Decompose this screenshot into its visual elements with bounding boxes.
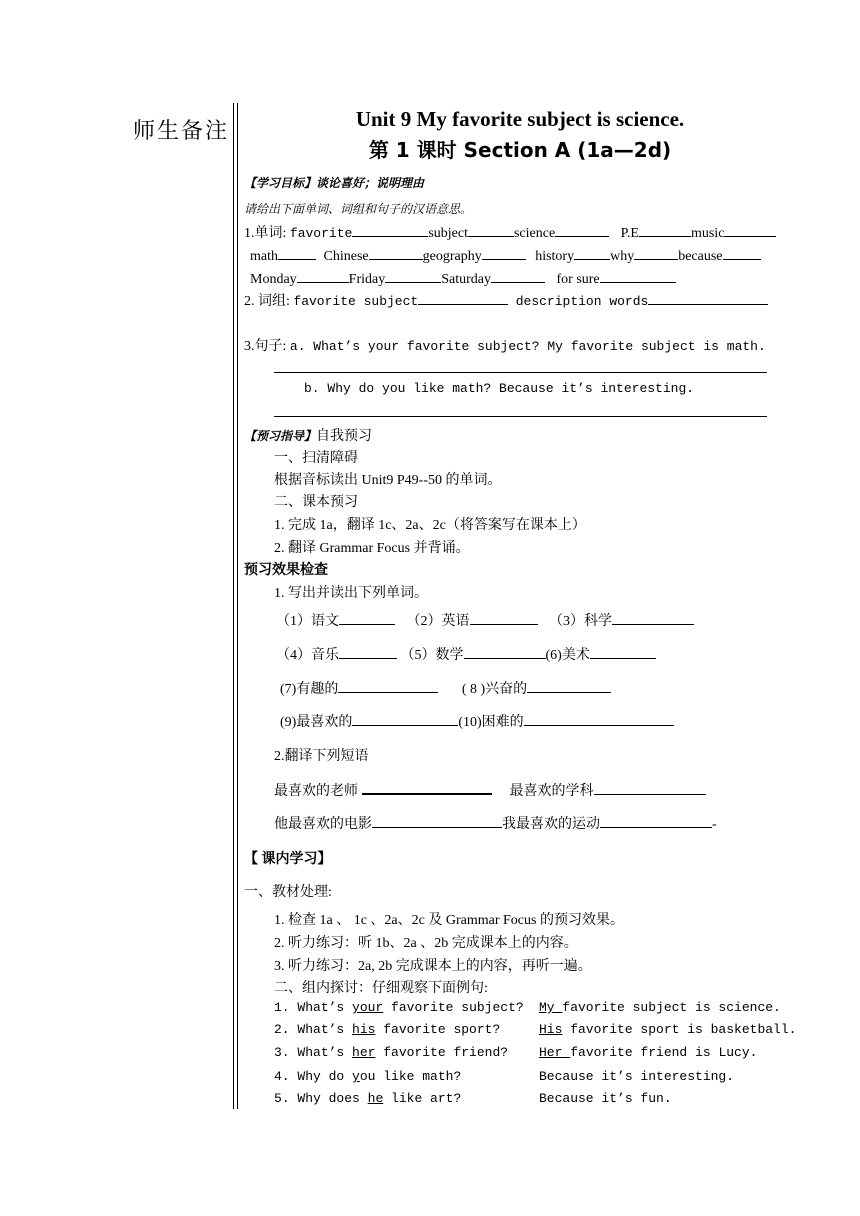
answer-blank[interactable] — [634, 245, 678, 260]
word-why: why — [610, 249, 635, 264]
answer-blank[interactable] — [724, 222, 776, 237]
class-section-2: 二、组内探讨：仔细观察下面例句: — [274, 981, 488, 996]
word-pe: P.E — [620, 226, 639, 241]
answer-blank[interactable] — [648, 290, 768, 305]
word-chinese: Chinese — [323, 249, 369, 264]
answer-blank[interactable] — [418, 290, 508, 305]
answer-blank[interactable] — [385, 268, 441, 283]
check-item: (6)美术 — [545, 648, 590, 663]
check-item: (10)困难的 — [458, 715, 524, 730]
example-a-4: Because it’s interesting. — [539, 1069, 735, 1084]
check-item: ( 8 )兴奋的 — [461, 682, 528, 697]
objectives-label: 【学习目标】 — [244, 176, 317, 190]
class-section-1: 一、教材处理: — [244, 885, 332, 900]
answer-blank[interactable] — [524, 711, 674, 726]
phrase-end-dash: - — [712, 817, 717, 832]
check-item: （3）科学 — [549, 614, 612, 629]
class-study-heading: 【 课内学习】 — [244, 852, 332, 867]
word-favorite: favorite — [289, 226, 353, 241]
check-row-3 — [280, 678, 611, 698]
phrase-description-words: description words — [515, 294, 649, 309]
preview-item-1: 1. 完成 1a，翻译 1c、2a、2c（将答案写在课本上） — [274, 518, 586, 533]
word-because: because — [678, 249, 723, 264]
check-row-2 — [276, 644, 656, 664]
check-item: （2）英语 — [406, 614, 470, 629]
side-note-label: 师生备注 — [133, 118, 230, 143]
answer-blank[interactable] — [468, 222, 514, 237]
sentences-label: 3.句子: — [244, 339, 287, 354]
answer-blank[interactable] — [600, 268, 676, 283]
check-row-4 — [280, 711, 674, 731]
answer-blank[interactable] — [527, 678, 611, 693]
preview-section-1-text: 根据音标读出 Unit9 P49--50 的单词。 — [274, 473, 502, 488]
words-row-3 — [250, 268, 676, 288]
phrase-item: 最喜欢的学科 — [509, 784, 594, 799]
phrases-row — [244, 290, 768, 310]
answer-blank[interactable] — [278, 245, 316, 260]
answer-blank[interactable] — [352, 711, 458, 726]
answer-blank[interactable] — [362, 779, 492, 795]
sentence-b: b. Why do you like math? Because it’s interesting. — [304, 381, 695, 396]
lesson-title: 第 1 课时 Section A (1a—2d) — [368, 138, 672, 162]
word-friday: Friday — [348, 272, 386, 287]
phrase-item: 他最喜欢的电影 — [274, 817, 372, 832]
word-monday: Monday — [250, 272, 297, 287]
phrase-item: 我最喜欢的运动 — [502, 817, 600, 832]
answer-blank[interactable] — [338, 678, 438, 693]
example-a-2: His favorite sport is basketball. — [539, 1022, 797, 1037]
check-title: 预习效果检查 — [244, 563, 328, 578]
answer-blank[interactable] — [352, 222, 428, 237]
check-item: （5）数学 — [400, 648, 464, 663]
answer-blank[interactable] — [639, 222, 691, 237]
word-geography: geography — [422, 249, 482, 264]
check-row-1 — [276, 610, 694, 630]
example-q-2: 2. What’s his favorite sport? — [274, 1022, 501, 1037]
check-question-1: 1. 写出并读出下列单词。 — [274, 586, 428, 601]
word-science: science — [513, 226, 556, 241]
example-a-3: Her favorite friend is Lucy. — [539, 1045, 758, 1060]
answer-blank[interactable] — [339, 644, 397, 659]
check-question-2: 2.翻译下列短语 — [274, 749, 369, 764]
preview-section-2: 二、课本预习 — [274, 495, 358, 510]
margin-divider-inner — [237, 103, 238, 1109]
unit-title: Unit 9 My favorite subject is science. — [355, 107, 685, 131]
phrase-item: 最喜欢的老师 — [274, 784, 358, 799]
answer-line[interactable] — [274, 416, 767, 417]
check-item: (9)最喜欢的 — [280, 715, 353, 730]
answer-blank[interactable] — [372, 813, 502, 828]
answer-blank[interactable] — [482, 245, 526, 260]
answer-line[interactable] — [274, 372, 767, 373]
example-a-1: My favorite subject is science. — [539, 1000, 781, 1015]
margin-divider — [233, 103, 234, 1109]
answer-blank[interactable] — [612, 610, 694, 625]
check-item: （4）音乐 — [276, 648, 339, 663]
word-saturday: Saturday — [441, 272, 491, 287]
class-item-1: 1. 检查 1a 、 1c 、2a、2c 及 Grammar Focus 的预习效果。 — [274, 913, 624, 928]
answer-blank[interactable] — [555, 222, 609, 237]
example-q-5: 5. Why does he like art? — [274, 1091, 462, 1106]
words-row-1 — [244, 222, 776, 242]
phrase-row-2 — [274, 813, 717, 833]
objectives-line — [244, 174, 424, 191]
class-item-2: 2. 听力练习：听 1b、2a 、2b 完成课本上的内容。 — [274, 936, 578, 951]
words-label: 1.单词: — [244, 226, 287, 241]
preview-label: 【预习指导】 — [244, 429, 317, 443]
word-subject: subject — [428, 226, 468, 241]
example-q-1: 1. What’s your favorite subject? — [274, 1000, 524, 1015]
example-q-3: 3. What’s her favorite friend? — [274, 1045, 509, 1060]
word-math: math — [250, 249, 278, 264]
preview-heading — [244, 425, 372, 445]
words-row-2 — [250, 245, 761, 265]
check-item: （1）语文 — [276, 614, 339, 629]
answer-blank[interactable] — [590, 644, 656, 659]
phrase-row-1 — [274, 779, 706, 800]
word-history: history — [535, 249, 575, 264]
answer-blank[interactable] — [464, 644, 546, 659]
preview-title: 自我预习 — [316, 429, 373, 444]
example-q-4: 4. Why do you like math? — [274, 1069, 462, 1084]
sentence-a-row — [244, 335, 766, 355]
objectives-text: 谈论喜好；说明理由 — [316, 176, 425, 190]
answer-blank[interactable] — [594, 780, 706, 795]
answer-blank[interactable] — [339, 610, 395, 625]
check-item: (7)有趣的 — [280, 682, 339, 697]
answer-blank[interactable] — [297, 268, 349, 283]
answer-blank[interactable] — [491, 268, 545, 283]
preview-item-2: 2. 翻译 Grammar Focus 并背诵。 — [274, 541, 470, 556]
answer-blank[interactable] — [723, 245, 761, 260]
class-item-3: 3. 听力练习：2a, 2b 完成课本上的内容，再听一遍。 — [274, 959, 592, 974]
answer-blank[interactable] — [470, 610, 538, 625]
word-music: music — [690, 226, 725, 241]
sentence-a: a. What’s your favorite subject? My favorite subject is math. — [289, 339, 766, 354]
phrases-label: 2. 词组: — [244, 294, 290, 309]
instruction-text: 请给出下面单词、词组和句子的汉语意思。 — [244, 202, 473, 216]
answer-blank[interactable] — [600, 813, 712, 828]
example-a-5: Because it’s fun. — [539, 1091, 672, 1106]
answer-blank[interactable] — [574, 245, 610, 260]
answer-blank[interactable] — [369, 245, 423, 260]
word-for-sure: for sure — [556, 272, 600, 287]
preview-section-1: 一、扫清障碍 — [274, 451, 358, 466]
phrase-favorite-subject: favorite subject — [293, 294, 419, 309]
